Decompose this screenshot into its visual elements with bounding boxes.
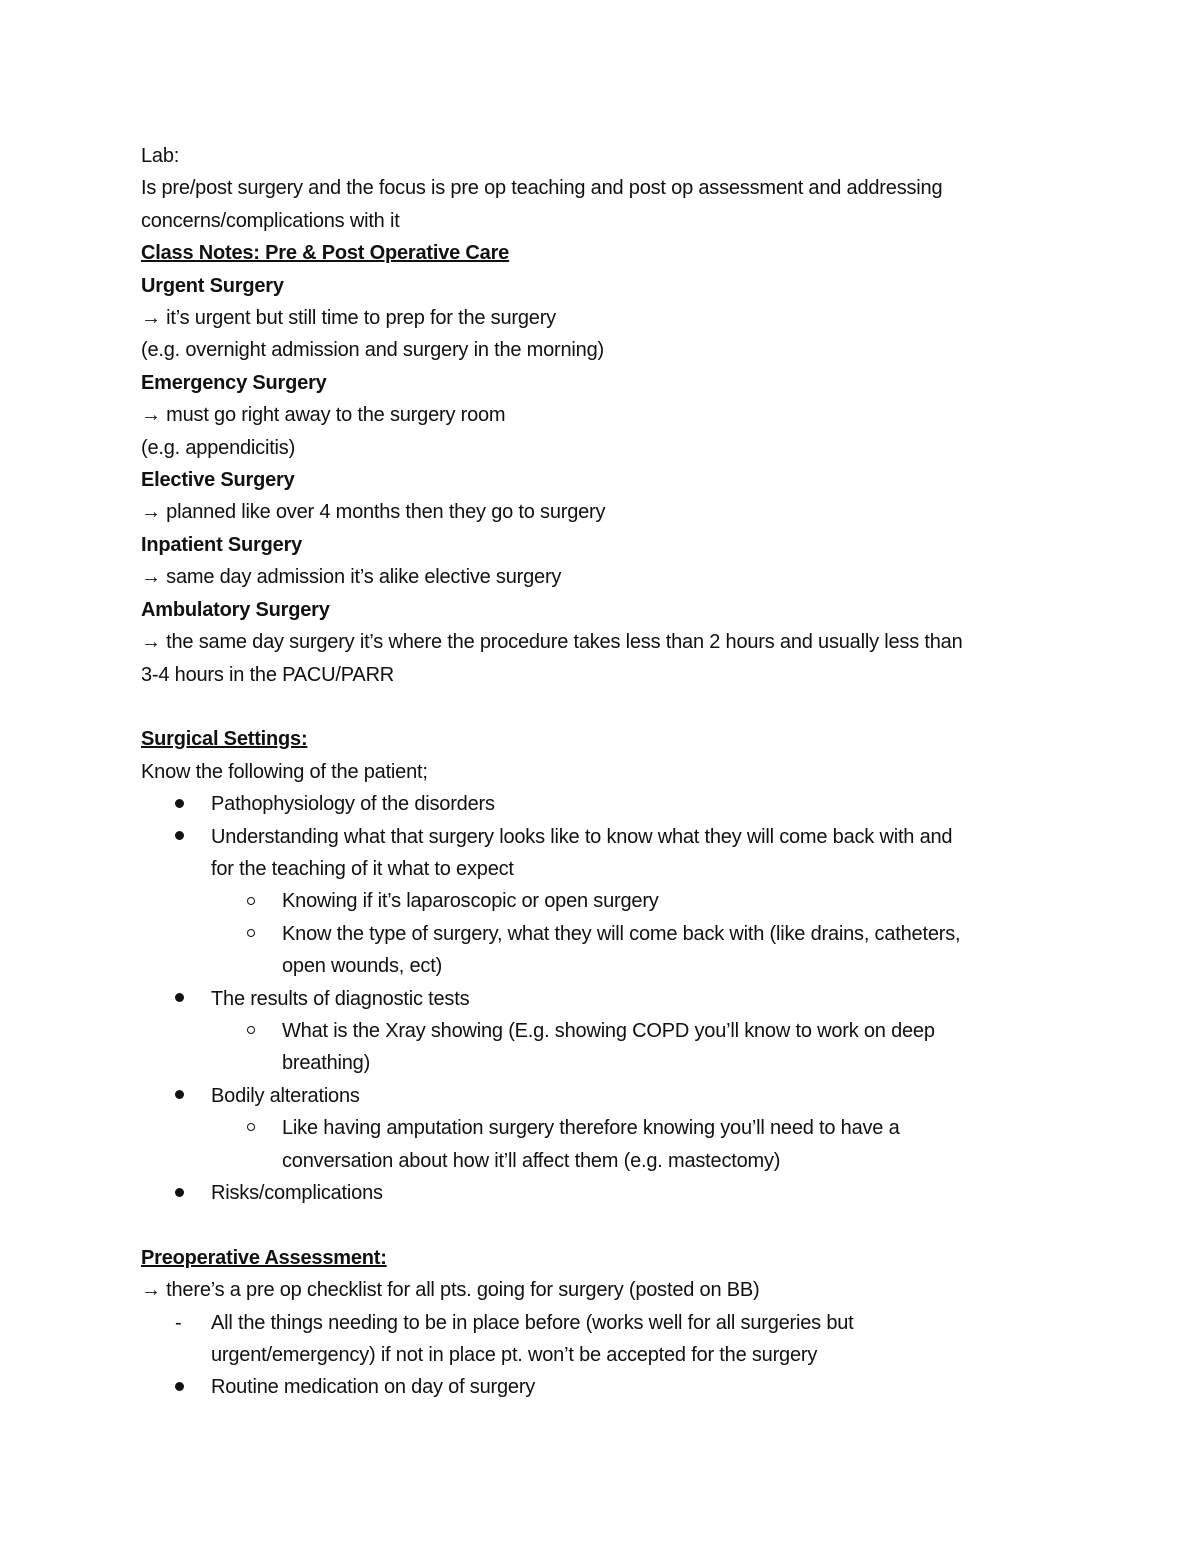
sub-list-item (141, 885, 1061, 917)
circle-bullet-icon (247, 918, 255, 950)
bullet-icon (175, 1177, 184, 1209)
sub-list-item-text: breathing) (282, 1052, 371, 1075)
sub-list-item-text: Knowing if it’s laparoscopic or open surgery (282, 890, 659, 913)
circle-bullet-icon (247, 1112, 255, 1144)
list-item (141, 821, 1061, 853)
elective-surgery-heading: Elective Surgery (141, 469, 295, 492)
dash-list-item-cont (141, 1339, 1061, 1371)
sub-list-item-text: Know the type of surgery, what they will come back with (like drains, catheters, (282, 922, 961, 945)
list-item-text: Bodily alterations (211, 1084, 360, 1107)
lab-description-cont: concerns/complications with it (141, 209, 400, 232)
circle-bullet-icon (247, 1015, 255, 1047)
sub-list-item-text: What is the Xray showing (E.g. showing COPD you’ll know to work on deep (282, 1019, 935, 1042)
surgical-settings-heading: Surgical Settings: (141, 728, 308, 751)
bullet-icon (175, 1371, 184, 1403)
lab-heading: Lab: (141, 145, 180, 167)
urgent-surgery-note: → it’s urgent but still time to prep for the surgery (141, 307, 556, 330)
list-item (141, 1080, 1061, 1112)
bullet-icon (175, 1080, 184, 1112)
preoperative-assessment-heading: Preoperative Assessment: (141, 1246, 387, 1269)
circle-bullet-icon (247, 885, 255, 917)
surgical-settings-intro: Know the following of the patient; (141, 760, 428, 783)
dash-list-item-text: All the things needing to be in place before (works well for all surgeries but (211, 1311, 854, 1334)
list-item-cont (141, 853, 1061, 885)
sub-list-item-cont (141, 1145, 1061, 1177)
bullet-icon (175, 983, 184, 1015)
dash-marker: - (175, 1311, 182, 1334)
sub-list-item (141, 918, 1061, 950)
list-item-text: Understanding what that surgery looks like to know what they will come back with and (211, 825, 953, 848)
ambulatory-surgery-note-cont: 3-4 hours in the PACU/PARR (141, 663, 395, 686)
document-body (141, 140, 1061, 1404)
list-item-text: The results of diagnostic tests (211, 987, 470, 1010)
dash-list-item (141, 1307, 1061, 1339)
class-notes-heading: Class Notes: Pre & Post Operative Care (141, 242, 510, 265)
dash-list-item-text: urgent/emergency) if not in place pt. won’t be accepted for the surgery (211, 1344, 818, 1366)
emergency-surgery-heading: Emergency Surgery (141, 371, 327, 394)
sub-list-item-text: open wounds, ect) (282, 955, 443, 978)
ambulatory-surgery-note: → the same day surgery it’s where the procedure takes less than 2 hours and usually less than (141, 631, 963, 654)
list-item (141, 1177, 1061, 1209)
emergency-surgery-note: → must go right away to the surgery room (141, 404, 506, 427)
sub-list-item (141, 1015, 1061, 1047)
list-item-text: Pathophysiology of the disorders (211, 793, 495, 816)
spacer (141, 691, 1061, 723)
sub-list-item (141, 1112, 1061, 1144)
list-item (141, 983, 1061, 1015)
spacer (141, 1209, 1061, 1241)
sub-list-item-text: Like having amputation surgery therefore knowing you’ll need to have a (282, 1117, 900, 1140)
list-item (141, 788, 1061, 820)
preop-checklist-note: → there’s a pre op checklist for all pts. going for surgery (posted on BB) (141, 1279, 760, 1302)
lab-description: Is pre/post surgery and the focus is pre op teaching and post op assessment and addressing (141, 177, 943, 200)
bullet-icon (175, 821, 184, 853)
inpatient-surgery-note: → same day admission it’s alike elective surgery (141, 566, 562, 589)
list-item (141, 1371, 1061, 1403)
urgent-surgery-example: (e.g. overnight admission and surgery in the morning) (141, 339, 604, 362)
urgent-surgery-heading: Urgent Surgery (141, 274, 284, 297)
inpatient-surgery-heading: Inpatient Surgery (141, 533, 303, 556)
list-item-text: for the teaching of it what to expect (211, 857, 514, 880)
list-item-text: Risks/complications (211, 1181, 383, 1204)
list-item-text: Routine medication on day of surgery (211, 1376, 536, 1399)
sub-list-item-cont (141, 1047, 1061, 1079)
bullet-icon (175, 788, 184, 820)
sub-list-item-text: conversation about how it’ll affect them (e.g. mastectomy) (282, 1149, 781, 1172)
ambulatory-surgery-heading: Ambulatory Surgery (141, 598, 330, 621)
emergency-surgery-example: (e.g. appendicitis) (141, 436, 296, 459)
sub-list-item-cont (141, 950, 1061, 982)
elective-surgery-note: → planned like over 4 months then they go to surgery (141, 501, 606, 524)
